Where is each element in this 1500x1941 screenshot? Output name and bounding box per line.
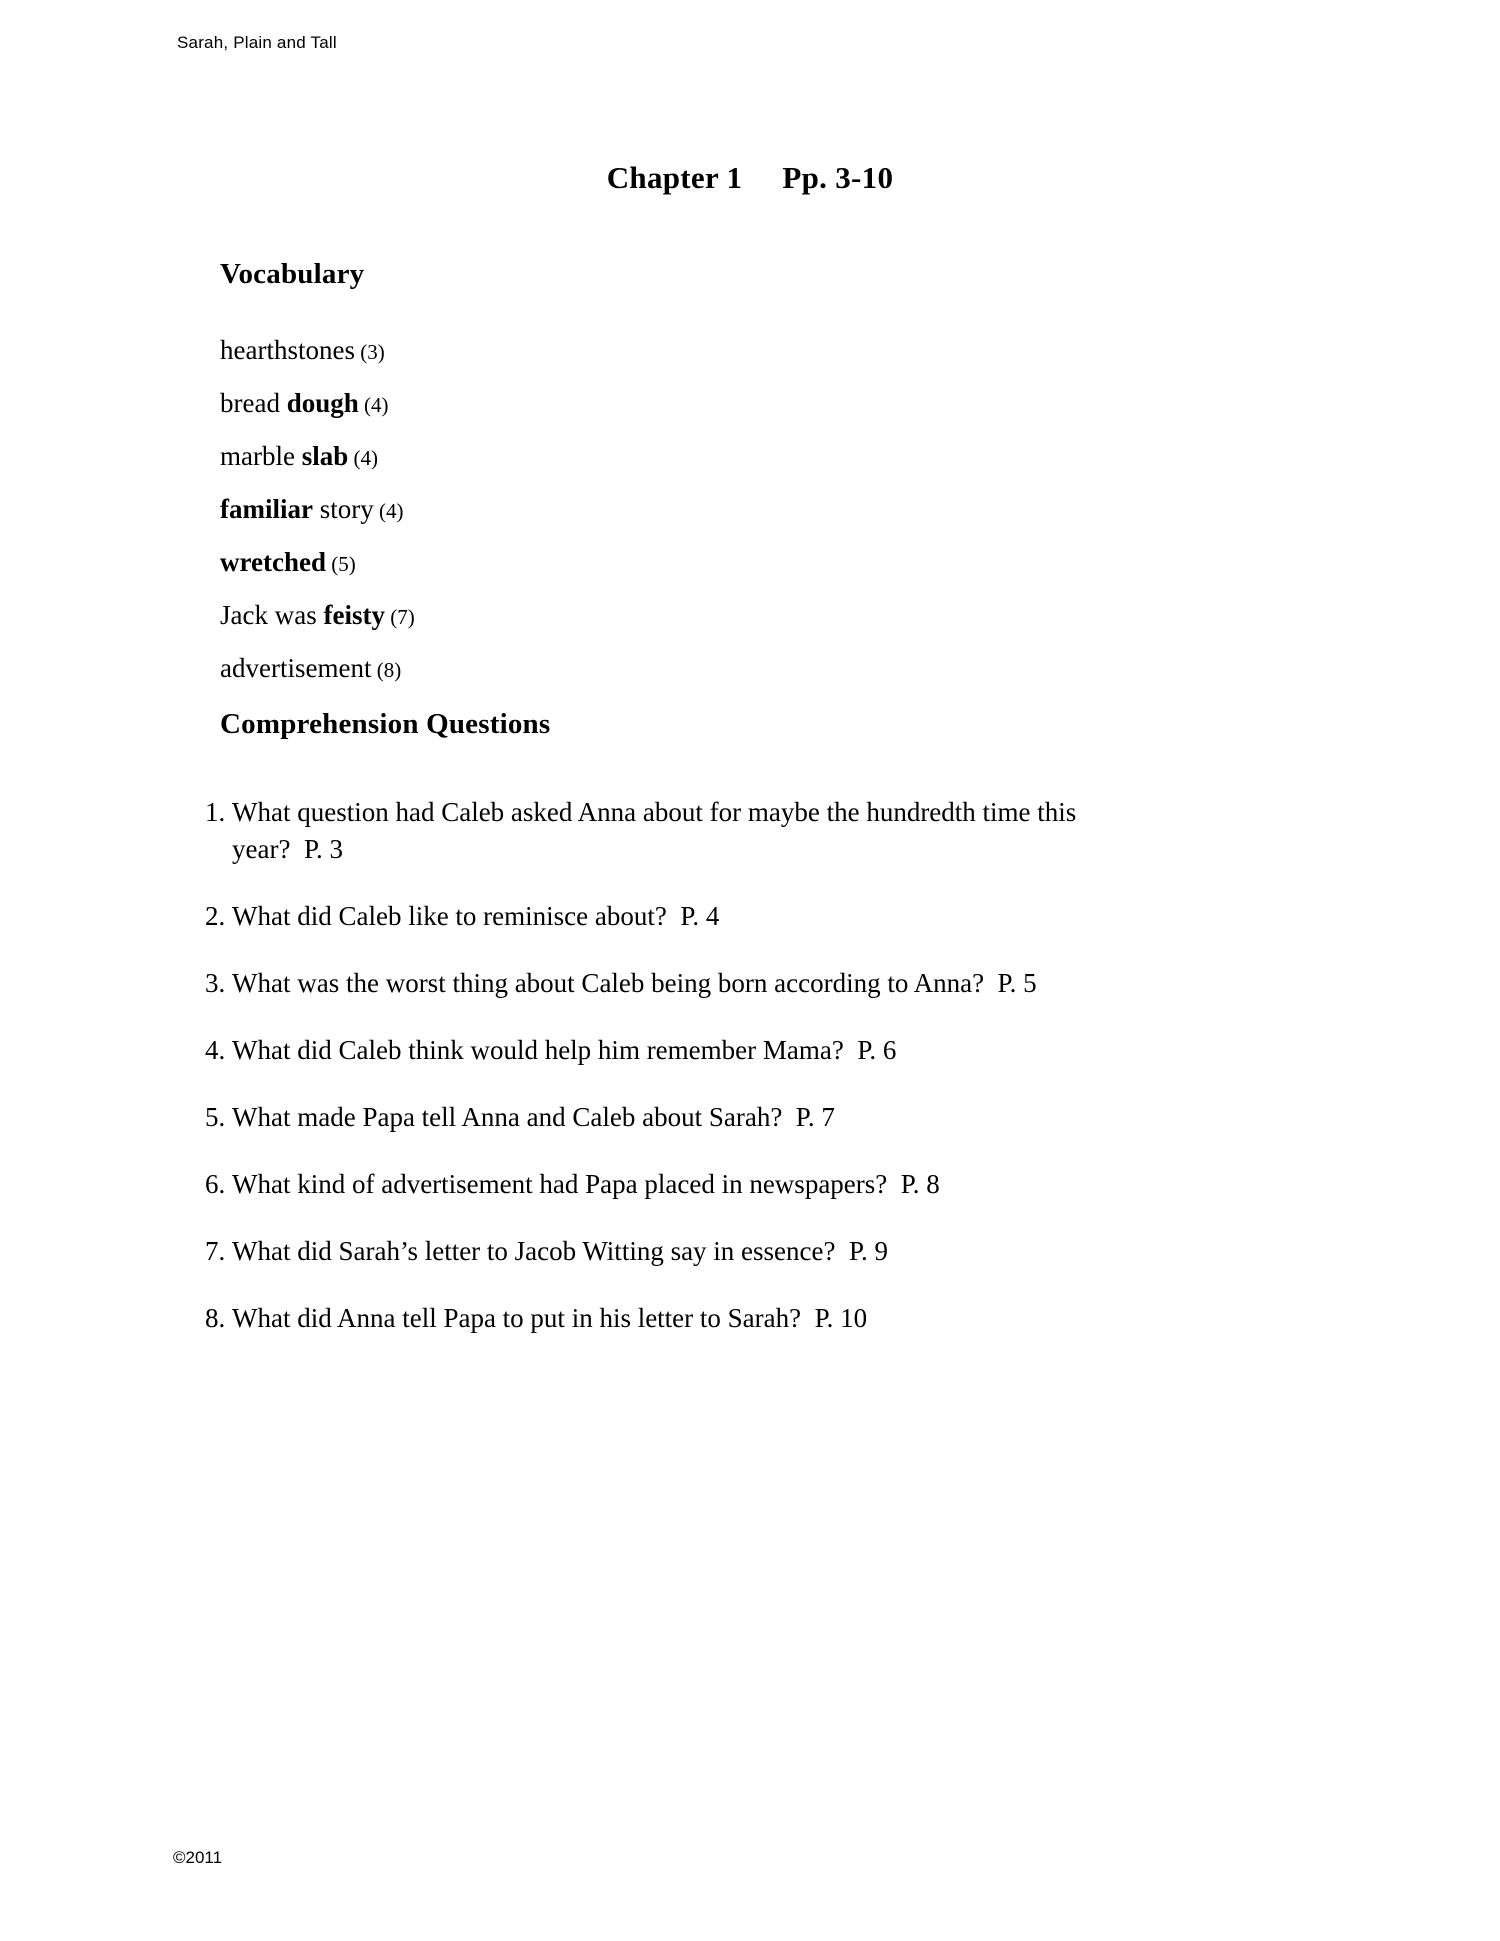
vocabulary-page-number: (5) xyxy=(325,552,356,576)
question-item xyxy=(205,1032,1355,1069)
question-number: 1. xyxy=(205,797,226,827)
question-text xyxy=(232,1032,1355,1069)
question-text-line: What did Caleb like to reminisce about? P. 4 xyxy=(232,901,720,931)
vocabulary-list xyxy=(220,336,415,707)
question-number: 7. xyxy=(205,1236,226,1266)
vocabulary-page-number: (7) xyxy=(384,605,415,629)
question-item xyxy=(205,965,1355,1002)
question-item xyxy=(205,1300,1355,1337)
vocabulary-word: advertisement xyxy=(220,653,372,683)
question-text xyxy=(232,1166,1355,1203)
vocabulary-item xyxy=(220,336,415,366)
vocabulary-word: Jack was xyxy=(220,600,324,630)
question-number: 5. xyxy=(205,1102,226,1132)
question-item xyxy=(205,794,1355,868)
vocabulary-word: feisty xyxy=(323,600,385,630)
vocabulary-heading: Vocabulary xyxy=(220,258,365,290)
vocabulary-page-number: (4) xyxy=(373,499,404,523)
vocabulary-word: marble xyxy=(220,441,302,471)
question-text-line: What did Sarah’s letter to Jacob Witting say in essence? P. 9 xyxy=(232,1236,889,1266)
vocabulary-word: dough xyxy=(286,388,359,418)
vocabulary-page-number: (3) xyxy=(354,340,385,364)
page-range-label: Pp. 3-10 xyxy=(782,160,894,195)
question-text xyxy=(232,1099,1355,1136)
vocabulary-word: bread xyxy=(220,388,287,418)
question-text-line: What made Papa tell Anna and Caleb about Sarah? P. 7 xyxy=(232,1102,835,1132)
vocabulary-word: hearthstones xyxy=(220,335,355,365)
question-text-line: year? P. 3 xyxy=(232,834,343,864)
question-text xyxy=(232,898,1355,935)
vocabulary-page-number: (4) xyxy=(348,446,378,470)
question-text xyxy=(232,965,1355,1002)
vocabulary-word: story xyxy=(312,494,374,524)
book-title-header: Sarah, Plain and Tall xyxy=(177,33,337,52)
vocabulary-word: familiar xyxy=(220,494,313,524)
question-item xyxy=(205,1099,1355,1136)
question-text xyxy=(232,794,1355,868)
question-text-line: What question had Caleb asked Anna about for maybe the hundredth time this xyxy=(232,797,1077,827)
question-item xyxy=(205,898,1355,935)
question-text xyxy=(232,1300,1355,1337)
copyright-footer: ©2011 xyxy=(173,1848,223,1867)
question-text xyxy=(232,1233,1355,1270)
question-item xyxy=(205,1233,1355,1270)
question-text-line: What kind of advertisement had Papa placed in newspapers? P. 8 xyxy=(232,1169,940,1199)
vocabulary-item xyxy=(220,654,415,684)
vocabulary-item xyxy=(220,495,415,525)
question-number: 8. xyxy=(205,1303,226,1333)
question-text-line: What did Anna tell Papa to put in his letter to Sarah? P. 10 xyxy=(232,1303,868,1333)
comprehension-questions-heading: Comprehension Questions xyxy=(220,708,551,740)
vocabulary-item xyxy=(220,389,415,419)
vocabulary-word: wretched xyxy=(220,547,326,577)
vocabulary-page-number: (4) xyxy=(358,393,389,417)
question-text-line: What did Caleb think would help him remember Mama? P. 6 xyxy=(232,1035,897,1065)
vocabulary-page-number: (8) xyxy=(371,658,402,682)
chapter-title xyxy=(0,160,1500,196)
vocabulary-word: slab xyxy=(301,441,349,471)
comprehension-questions-list xyxy=(205,794,1355,1367)
vocabulary-item xyxy=(220,548,415,578)
question-number: 3. xyxy=(205,968,226,998)
chapter-label: Chapter 1 xyxy=(606,160,743,195)
question-item xyxy=(205,1166,1355,1203)
question-number: 4. xyxy=(205,1035,226,1065)
vocabulary-item xyxy=(220,601,415,631)
vocabulary-item xyxy=(220,442,415,472)
question-number: 6. xyxy=(205,1169,226,1199)
question-number: 2. xyxy=(205,901,226,931)
question-text-line: What was the worst thing about Caleb being born according to Anna? P. 5 xyxy=(232,968,1037,998)
